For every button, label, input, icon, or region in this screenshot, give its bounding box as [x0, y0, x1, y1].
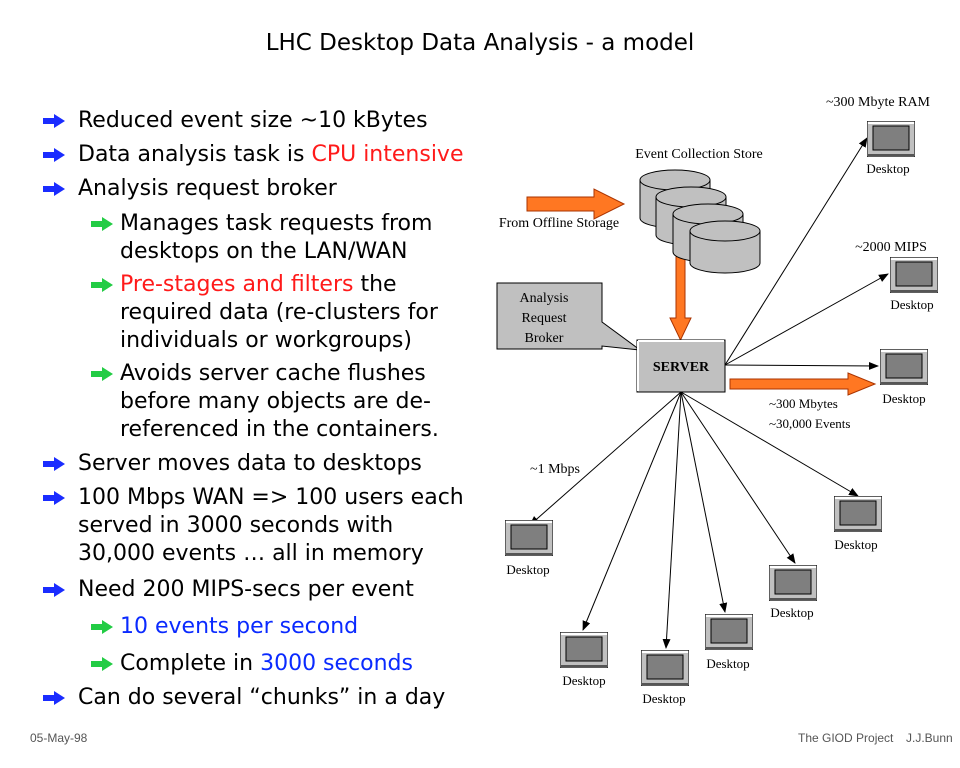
event-store-label: Event Collection Store: [635, 147, 763, 162]
broker-label-line3: Broker: [524, 331, 564, 346]
offline-storage-label: From Offline Storage: [498, 216, 620, 231]
bullet-server-moves-data: Server moves data to desktops: [78, 451, 422, 476]
desktop-icon: [505, 520, 553, 556]
footer-date: 05-May-98: [30, 731, 88, 745]
bullet-request-broker: Analysis request broker: [78, 176, 337, 201]
mips-label: ~2000 MIPS: [855, 240, 927, 255]
desktop-icon: [705, 614, 753, 650]
link-desktop-5: [583, 392, 681, 630]
desktop-label: Desktop: [834, 537, 878, 552]
request-broker-callout: [497, 283, 640, 350]
sub-bullet-complete-time: Complete in 3000 seconds: [120, 651, 413, 676]
desktop-icon: [890, 257, 938, 293]
server-label: SERVER: [652, 360, 710, 375]
desktop-icon: [641, 650, 689, 686]
sub-bullet-events-per-second: 10 events per second: [120, 614, 359, 639]
desktop-icon: [834, 496, 882, 532]
bandwidth-label: ~1 Mbps: [530, 462, 580, 477]
link-desktop-4: [530, 392, 681, 525]
desktop-label: Desktop: [642, 691, 686, 706]
event-store-cylinders: [640, 170, 760, 273]
offline-storage-arrow-icon: [527, 189, 624, 219]
bullet-cpu-intensive: Data analysis task is CPU intensive: [78, 142, 464, 167]
broker-label-line1: Analysis: [519, 291, 569, 306]
desktop-label: Desktop: [562, 673, 606, 688]
desktop-label: Desktop: [866, 161, 910, 176]
desktop-label: Desktop: [882, 391, 926, 406]
server-to-desktop-arrow-icon: [730, 373, 875, 395]
sub-bullet-manages-requests: Manages task requests from desktops on the LAN/WAN: [120, 211, 433, 264]
desktop-icon: [560, 632, 608, 668]
bullet-wan-users: 100 Mbps WAN => 100 users each served in 3000 seconds with 30,000 events … all in memory: [78, 485, 464, 566]
desktop-icon: [769, 565, 817, 601]
sub-bullet-prestages: Pre-stages and filters the required data (re-clusters for individuals or workgroups): [120, 272, 438, 353]
sub-bullet-cache-flushes: Avoids server cache flushes before many objects are de- referenced in the containers.: [120, 361, 439, 442]
events-label: ~30,000 Events: [769, 416, 851, 431]
broker-label-line2: Request: [521, 311, 567, 326]
desktop-icon: [867, 121, 915, 157]
footer-author: J.J.Bunn: [906, 731, 953, 745]
desktop-label: Desktop: [890, 297, 934, 312]
mbytes-label: ~300 Mbytes: [769, 396, 838, 411]
slide-title: LHC Desktop Data Analysis - a model: [265, 30, 695, 56]
link-desktop-3: [725, 365, 878, 366]
ram-label: ~300 Mbyte RAM: [825, 95, 931, 110]
store-to-server-arrow-icon: [670, 255, 691, 340]
bullet-chunks-per-day: Can do several “chunks” in a day: [78, 685, 446, 710]
bullet-mips-per-event: Need 200 MIPS-secs per event: [78, 577, 414, 602]
desktop-label: Desktop: [770, 605, 814, 620]
desktop-label: Desktop: [506, 562, 550, 577]
link-desktop-2: [725, 274, 888, 365]
bullet-event-size: Reduced event size ~10 kBytes: [78, 108, 428, 133]
desktop-label: Desktop: [706, 656, 750, 671]
link-desktop-6: [666, 392, 681, 648]
desktop-icon: [880, 349, 928, 385]
footer-project: The GIOD Project: [798, 731, 894, 745]
